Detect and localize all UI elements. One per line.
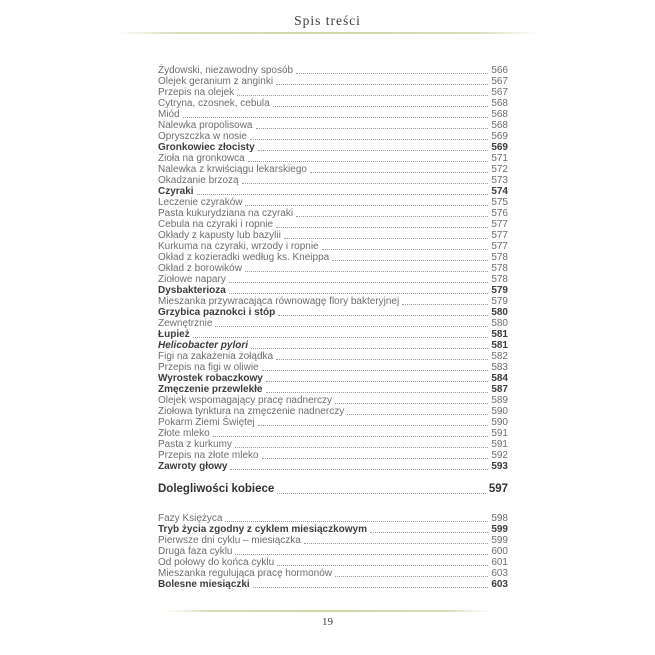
entry-label: Dolegliwości kobiece (158, 483, 275, 495)
entry-label: Łupież (158, 329, 190, 340)
leader-dots (276, 84, 488, 85)
entry-label: Tryb życia zgodny z cyklem miesiączkowym (158, 524, 367, 535)
entry-page: 577 (491, 219, 508, 230)
toc-entry (158, 568, 508, 579)
leader-dots (322, 249, 489, 250)
leader-dots (253, 587, 489, 588)
page-number: 19 (322, 616, 333, 628)
leader-dots (276, 227, 488, 228)
leader-dots (370, 532, 488, 533)
leader-dots (335, 403, 488, 404)
entry-page: 592 (491, 450, 508, 461)
header-rule (115, 32, 540, 34)
toc-entry (158, 307, 508, 318)
toc-entry (158, 417, 508, 428)
leader-dots (258, 150, 489, 151)
entry-page: 576 (491, 208, 508, 219)
entry-label: Pasta kukurydziana na czyraki (158, 208, 294, 219)
entry-label: Mieszanka przywracająca równowagę flory bakteryjnej (158, 296, 400, 307)
leader-dots (235, 447, 488, 448)
page-title: Spis treści (294, 13, 361, 28)
leader-dots (215, 326, 488, 327)
entry-label: Miód (158, 109, 180, 120)
entry-page: 597 (488, 483, 508, 495)
leader-dots (347, 414, 488, 415)
leader-dots (284, 238, 488, 239)
entry-page: 580 (491, 318, 508, 329)
entry-label: Nalewka propolisowa (158, 120, 253, 131)
entry-page: 579 (491, 285, 508, 296)
entry-label: Gronkowiec złocisty (158, 142, 255, 153)
entry-page: 578 (491, 263, 508, 274)
entry-label: Cebula na czyraki i ropnie (158, 219, 274, 230)
toc-entry (158, 197, 508, 208)
toc-list (158, 65, 508, 590)
entry-label: Okadzanie brzozą (158, 175, 239, 186)
entry-page: 579 (491, 296, 508, 307)
entry-page: 567 (491, 76, 508, 87)
entry-page: 580 (491, 307, 508, 318)
entry-label: Wyrostek robaczkowy (158, 373, 263, 384)
entry-page: 581 (491, 340, 508, 351)
entry-page: 601 (491, 557, 508, 568)
toc-entry (158, 318, 508, 329)
entry-label: Od połowy do końca cyklu (158, 557, 275, 568)
leader-dots (304, 543, 488, 544)
entry-page: 572 (491, 164, 508, 175)
entry-label: Okład z borowików (158, 263, 242, 274)
toc-entry (158, 340, 508, 351)
leader-dots (266, 381, 488, 382)
entry-label: Okład z kozieradki według ks. Kneippa (158, 252, 330, 263)
toc-entry (158, 535, 508, 546)
entry-page: 566 (491, 65, 508, 76)
leader-dots (332, 260, 488, 261)
toc-entry (158, 373, 508, 384)
toc-entry (158, 87, 508, 98)
toc-entry (158, 208, 508, 219)
leader-dots (402, 304, 488, 305)
entry-label: Fazy Księżyca (158, 513, 223, 524)
entry-page: 582 (491, 351, 508, 362)
entry-page: 603 (491, 568, 508, 579)
entry-label: Dysbakterioza (158, 285, 226, 296)
entry-label: Nalewka z krwiściągu lekarskiego (158, 164, 307, 175)
entry-page: 603 (491, 579, 508, 590)
leader-dots (262, 370, 489, 371)
entry-page: 593 (491, 461, 508, 472)
entry-page: 578 (491, 252, 508, 263)
leader-dots (277, 565, 488, 566)
entry-label: Pokarm Ziemi Świętej (158, 417, 255, 428)
leader-dots (248, 161, 489, 162)
entry-page: 568 (491, 109, 508, 120)
entry-label: Żydowski, niezawodny sposób (158, 65, 294, 76)
toc-entry (158, 285, 508, 296)
leader-dots (266, 392, 489, 393)
toc-entry (158, 450, 508, 461)
entry-label: Cytryna, czosnek, cebula (158, 98, 270, 109)
footer-rule (163, 610, 493, 612)
toc-entry (158, 274, 508, 285)
page-footer (0, 610, 655, 628)
toc-entry (158, 524, 508, 535)
toc-entry (158, 513, 508, 524)
toc-entry (158, 362, 508, 373)
entry-label: Zawroty głowy (158, 461, 228, 472)
entry-page: 587 (491, 384, 508, 395)
entries-block-2 (158, 513, 508, 590)
entry-page: 574 (491, 186, 508, 197)
entry-page: 599 (491, 535, 508, 546)
entry-page: 577 (491, 241, 508, 252)
entry-label: Czyraki (158, 186, 194, 197)
toc-entry (158, 351, 508, 362)
leader-dots (193, 337, 489, 338)
entry-page: 568 (491, 98, 508, 109)
entry-label: Ziołowe napary (158, 274, 226, 285)
toc-entry (158, 230, 508, 241)
leader-dots (276, 359, 488, 360)
toc-entry (158, 439, 508, 450)
toc-entry (158, 384, 508, 395)
leader-dots (296, 216, 488, 217)
leader-dots (256, 128, 489, 129)
entry-page: 590 (491, 406, 508, 417)
entry-page: 581 (491, 329, 508, 340)
entry-page: 598 (491, 513, 508, 524)
toc-entry (158, 546, 508, 557)
leader-dots (262, 458, 489, 459)
toc-entry (158, 395, 508, 406)
entry-label: Zmęczenie przewlekłe (158, 384, 263, 395)
toc-entry (158, 76, 508, 87)
entry-page: 571 (491, 153, 508, 164)
toc-entry (158, 296, 508, 307)
entry-label: Bolesne miesiączki (158, 579, 250, 590)
toc-entry (158, 263, 508, 274)
leader-dots (273, 106, 489, 107)
toc-entry (158, 164, 508, 175)
entry-label: Grzybica paznokci i stóp (158, 307, 276, 318)
entry-page: 600 (491, 546, 508, 557)
leader-dots (278, 315, 488, 316)
leader-dots (242, 183, 489, 184)
toc-entry (158, 406, 508, 417)
entry-page: 569 (491, 131, 508, 142)
toc-entry (158, 557, 508, 568)
toc-entry (158, 186, 508, 197)
entry-label: Pierwsze dni cyklu – miesiączka (158, 535, 301, 546)
entry-label: Ziołowa tynktura na zmęczenie nadnerczy (158, 406, 345, 417)
leader-dots (229, 282, 489, 283)
entry-page: 569 (491, 142, 508, 153)
leader-dots (245, 271, 488, 272)
entry-label: Helicobacter pylori (158, 340, 249, 351)
entry-label: Olejek wspomagający pracę nadnerczy (158, 395, 332, 406)
entry-label: Kurkuma na czyraki, wrzody i ropnie (158, 241, 319, 252)
entry-label: Złote mleko (158, 428, 210, 439)
entry-page: 589 (491, 395, 508, 406)
toc-entry (158, 428, 508, 439)
entry-page: 599 (491, 524, 508, 535)
entry-page: 578 (491, 274, 508, 285)
leader-dots (296, 73, 488, 74)
entry-page: 590 (491, 417, 508, 428)
entry-page: 568 (491, 120, 508, 131)
leader-dots (230, 469, 488, 470)
entry-page: 573 (491, 175, 508, 186)
leader-dots (229, 293, 489, 294)
entry-label: Przepis na złote mleko (158, 450, 259, 461)
toc-entry (158, 65, 508, 76)
entry-page: 591 (491, 428, 508, 439)
leader-dots (277, 493, 485, 494)
entry-label: Leczenie czyraków (158, 197, 243, 208)
toc-entry (158, 241, 508, 252)
entry-page: 591 (491, 439, 508, 450)
leader-dots (310, 172, 488, 173)
entry-page: 583 (491, 362, 508, 373)
chapter-block (158, 483, 508, 496)
entry-label: Zioła na gronkowca (158, 153, 245, 164)
entries-block-1 (158, 65, 508, 472)
leader-dots (335, 576, 488, 577)
entry-label: Przepis na olejek (158, 87, 235, 98)
toc-entry (158, 483, 508, 496)
leader-dots (237, 95, 488, 96)
leader-dots (251, 348, 488, 349)
leader-dots (258, 425, 489, 426)
page-header (0, 0, 655, 34)
toc-entry (158, 142, 508, 153)
toc-entry (158, 461, 508, 472)
toc-entry (158, 109, 508, 120)
entry-label: Druga faza cyklu (158, 546, 233, 557)
entry-page: 567 (491, 87, 508, 98)
entry-page: 575 (491, 197, 508, 208)
leader-dots (235, 554, 488, 555)
leader-dots (250, 139, 488, 140)
entry-label: Opryszczka w nosie (158, 131, 247, 142)
entry-label: Zewnętrznie (158, 318, 213, 329)
toc-entry (158, 120, 508, 131)
leader-dots (197, 194, 489, 195)
entry-label: Pasta z kurkumy (158, 439, 232, 450)
toc-entry (158, 175, 508, 186)
entry-label: Figi na zakażenia żołądka (158, 351, 274, 362)
toc-entry (158, 219, 508, 230)
toc-entry (158, 153, 508, 164)
entry-label: Mieszanka regulująca pracę hormonów (158, 568, 332, 579)
toc-entry (158, 579, 508, 590)
entry-label: Okłady z kapusty lub bazylii (158, 230, 281, 241)
leader-dots (213, 436, 489, 437)
entry-label: Przepis na figi w oliwie (158, 362, 259, 373)
leader-dots (245, 205, 488, 206)
entry-label: Olejek geranium z anginki (158, 76, 274, 87)
entry-page: 577 (491, 230, 508, 241)
toc-entry (158, 329, 508, 340)
leader-dots (183, 117, 489, 118)
toc-entry (158, 252, 508, 263)
toc-entry (158, 131, 508, 142)
toc-entry (158, 98, 508, 109)
leader-dots (225, 521, 488, 522)
entry-page: 584 (491, 373, 508, 384)
